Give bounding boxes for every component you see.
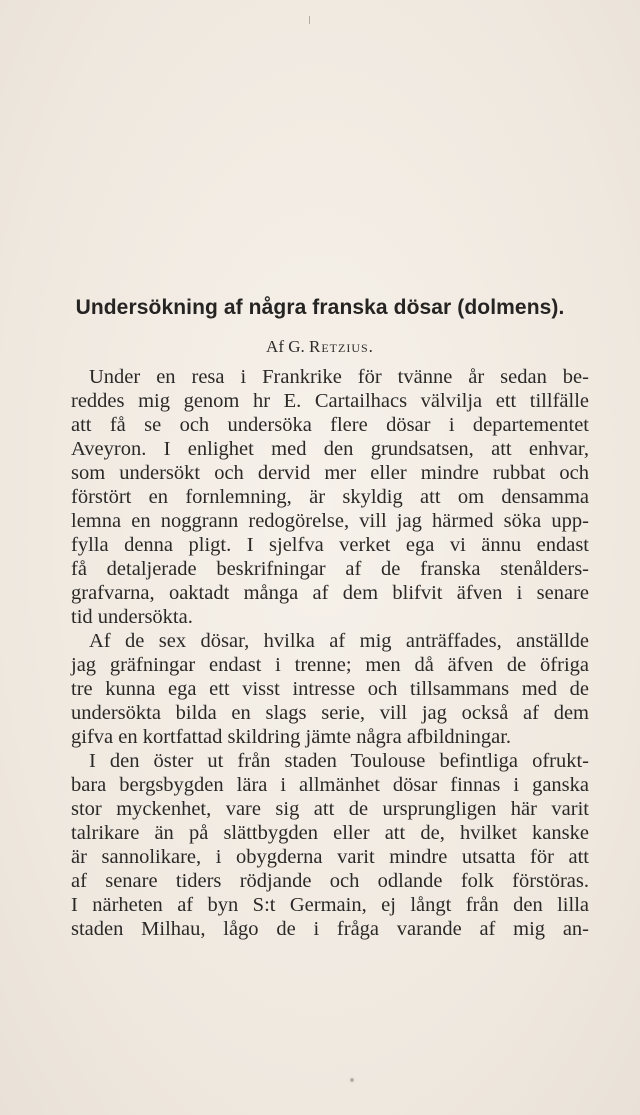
text-line: är sannolikare, i obygderna varit mindre utsatta för att (71, 846, 589, 868)
text-line: förstört en fornlemning, är skyldig att om densamma (71, 486, 589, 508)
text-line: staden Milhau, lågo de i fråga varande af mig an- (71, 918, 589, 940)
text-line: grafvarna, oaktadt många af dem blifvit äfven i senare (71, 582, 589, 604)
text-line: Under en resa i Frankrike för tvänne år sedan be- (89, 366, 589, 388)
text-line: tid undersökta. (71, 606, 193, 628)
text-line: stor myckenhet, vare sig att de ursprungligen här varit (71, 798, 589, 820)
text-line: tre kunna ega ett visst intresse och tillsammans med de (71, 678, 589, 700)
text-line: jag gräfningar endast i trenne; men då äfven de öfriga (71, 654, 589, 676)
author-prefix: Af G. (266, 337, 305, 356)
article-title: Undersökning af några franska dösar (dolmens). (75, 296, 565, 319)
text-line: Af de sex dösar, hvilka af mig anträffades, anställde (89, 630, 589, 652)
text-line: att få se och undersöka flere dösar i departementet (71, 414, 589, 436)
paper-mark (309, 16, 310, 24)
text-line: bara bergsbygden lära i allmänhet dösar finnas i ganska (71, 774, 589, 796)
text-line: reddes mig genom hr E. Cartailhacs välvilja ett tillfälle (71, 390, 589, 412)
paper-speck (350, 1078, 354, 1082)
text-line: lemna en noggrann redogörelse, vill jag härmed söka upp- (71, 510, 589, 532)
text-line: af senare tiders rödjande och odlande folk förstöras. (71, 870, 589, 892)
text-line: få detaljerade beskrifningar af de franska stenålders- (71, 558, 589, 580)
text-line: fylla denna pligt. I sjelfva verket ega vi ännu endast (71, 534, 589, 556)
author-name: Retzius. (309, 337, 374, 356)
text-line: Aveyron. I enlighet med den grundsatsen, att enhvar, (71, 438, 589, 460)
text-line: gifva en kortfattad skildring jämte några afbildningar. (71, 726, 512, 748)
text-line: som undersökt och dervid mer eller mindre rubbat och (71, 462, 589, 484)
text-line: I närheten af byn S:t Germain, ej långt från den lilla (71, 894, 589, 916)
text-line: talrikare än på slättbygden eller att de, hvilket kanske (71, 822, 589, 844)
text-line: I den öster ut från staden Toulouse befintliga ofrukt- (89, 750, 589, 772)
text-line: undersökta bilda en slags serie, vill jag också af dem (71, 702, 589, 724)
author-line (60, 337, 580, 357)
